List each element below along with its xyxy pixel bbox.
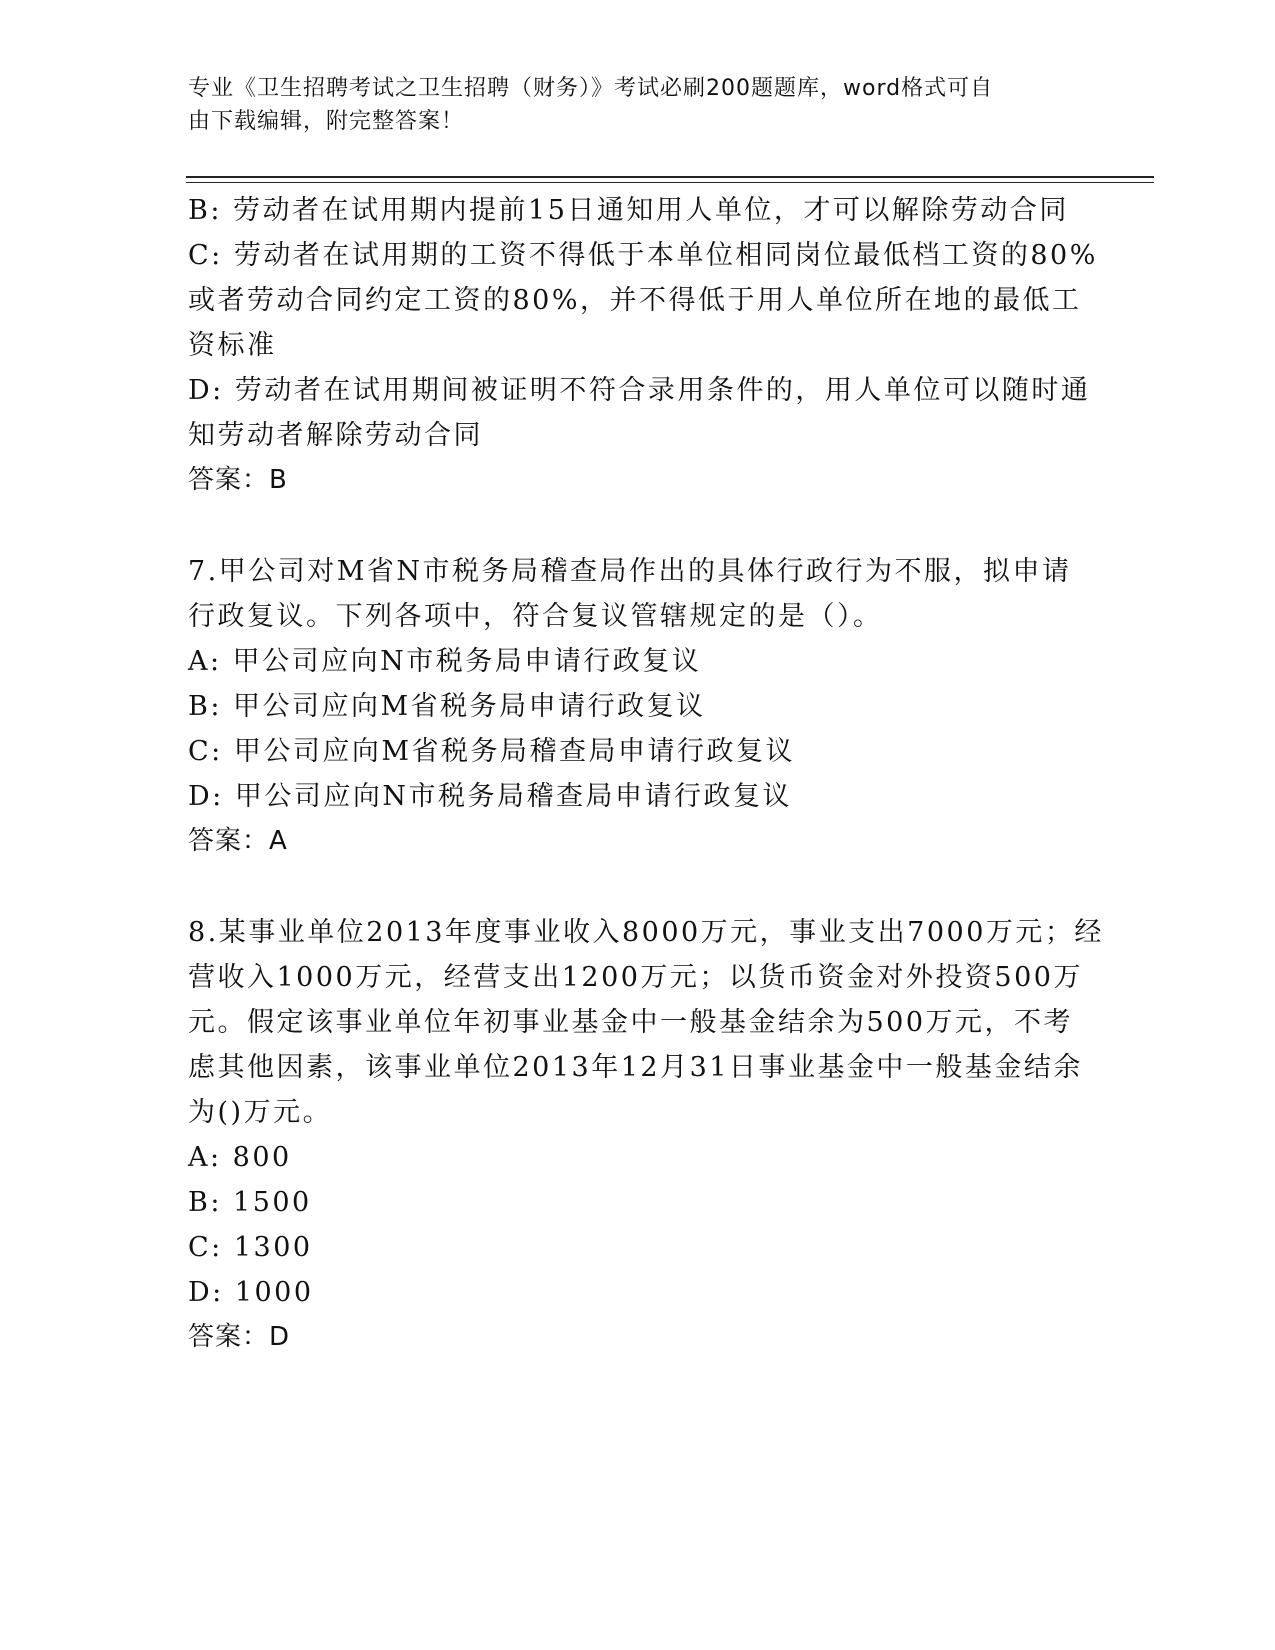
q7-option-a: A: 甲公司应向N市税务局申请行政复议 — [188, 646, 702, 677]
q7-option-c: C: 甲公司应向M省税务局稽查局申请行政复议 — [188, 736, 795, 767]
spacer — [188, 864, 1088, 910]
q8-stem-line-2: 营收入1000万元，经营支出1200万元；以货币资金对外投资500万 — [188, 962, 1083, 993]
q6-option-d-line-1: D: 劳动者在试用期间被证明不符合录用条件的，用人单位可以随时通 — [188, 375, 1091, 406]
header-line-1: 专业《卫生招聘考试之卫生招聘（财务）》考试必刷200题题库，word格式可自 — [188, 76, 994, 101]
q7-option-d: D: 甲公司应向N市税务局稽查局申请行政复议 — [188, 781, 792, 812]
q8-option-d: D: 1000 — [188, 1277, 314, 1308]
q6-answer: 答案：B — [188, 465, 288, 495]
q7-stem-line-2: 行政复议。下列各项中，符合复议管辖规定的是（）。 — [188, 601, 883, 632]
header-rule-thick — [186, 176, 1154, 178]
q8-option-b: B: 1500 — [188, 1187, 312, 1218]
q6-option-c-line-3: 资标准 — [188, 330, 277, 361]
q8-stem-line-1: 8.某事业单位2013年度事业收入8000万元，事业支出7000万元；经 — [188, 917, 1104, 948]
q8-stem-line-5: 为()万元。 — [188, 1097, 333, 1128]
q8-option-a: A: 800 — [188, 1142, 292, 1173]
q8-stem-line-4: 虑其他因素，该事业单位2013年12月31日事业基金中一般基金结余 — [188, 1052, 1083, 1083]
spacer — [188, 503, 1088, 549]
q7-answer: 答案：A — [188, 826, 288, 856]
q8-stem-line-3: 元。假定该事业单位年初事业基金中一般基金结余为500万元，不考 — [188, 1007, 1074, 1038]
q6-option-c-line-2: 或者劳动合同约定工资的80%，并不得低于用人单位所在地的最低工 — [188, 285, 1082, 316]
q7-option-b: B: 甲公司应向M省税务局申请行政复议 — [188, 691, 706, 722]
question-8 — [188, 910, 1104, 1360]
question-6-options — [188, 188, 1098, 503]
q6-option-b: B: 劳动者在试用期内提前15日通知用人单位，才可以解除劳动合同 — [188, 195, 1069, 226]
question-7 — [188, 549, 1088, 864]
q6-option-c-line-1: C: 劳动者在试用期的工资不得低于本单位相同岗位最低档工资的80% — [188, 240, 1098, 271]
q8-option-c: C: 1300 — [188, 1232, 313, 1263]
document-header — [188, 72, 1068, 138]
header-rule-thin — [186, 182, 1154, 183]
q7-stem-line-1: 7.甲公司对M省N市税务局稽查局作出的具体行政行为不服，拟申请 — [188, 556, 1072, 587]
header-line-2: 由下载编辑，附完整答案！ — [188, 109, 465, 134]
document-body — [188, 188, 1104, 1360]
q6-option-d-line-2: 知劳动者解除劳动合同 — [188, 420, 483, 451]
q8-answer: 答案：D — [188, 1322, 291, 1352]
